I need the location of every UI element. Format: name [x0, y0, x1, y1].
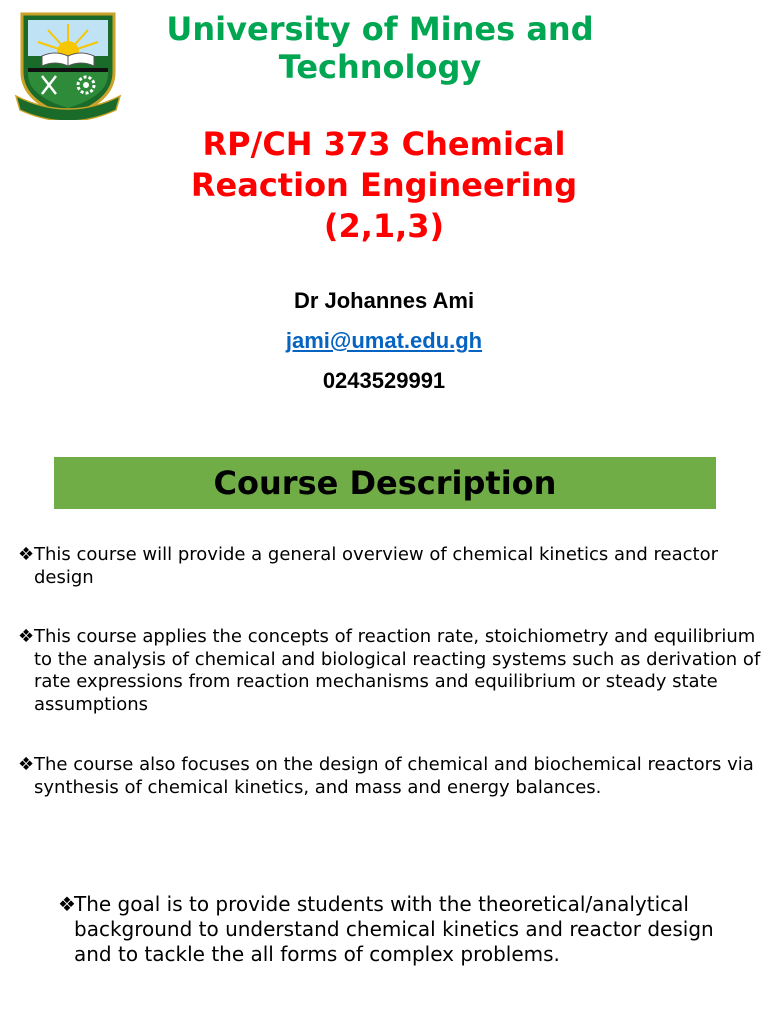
section-title: Course Description [213, 464, 557, 502]
diamond-bullet-icon: ❖ [18, 544, 35, 565]
bullet-text: The course also focuses on the design of chemical and biochemical reactors via synthesis of chemical kinetics, and mass and energy balances. [34, 754, 754, 798]
description-bullet [18, 544, 768, 589]
description-bullet [18, 626, 768, 716]
diamond-bullet-icon: ❖ [18, 754, 35, 775]
diamond-bullet-icon: ❖ [58, 892, 76, 916]
university-crest-icon [14, 10, 122, 120]
lecturer-email-link[interactable]: jami@umat.edu.gh [285, 328, 483, 353]
lecturer-phone: 0243529991 [322, 368, 446, 393]
bullet-text: This course applies the concepts of reaction rate, stoichiometry and equilibrium to the analysis of chemical and biological reacting systems such as derivation of rate expressions from reaction mechanisms and equilibrium or steady state assumptions [34, 626, 761, 715]
bullet-text: The goal is to provide students with the theoretical/analytical background to understand chemical kinetics and reactor design and to tackle the all forms of complex problems. [74, 892, 714, 966]
course-title: RP/CH 373 Chemical Reaction Engineering (2,1,3) [190, 125, 578, 245]
lecturer-name: Dr Johannes Ami [293, 288, 475, 313]
goal-bullet [58, 892, 734, 967]
section-banner [54, 457, 716, 509]
description-bullet [18, 754, 768, 799]
diamond-bullet-icon: ❖ [18, 626, 35, 647]
bullet-text: This course will provide a general overview of chemical kinetics and reactor design [34, 544, 719, 588]
university-title: University of Mines and Technology [166, 10, 594, 86]
